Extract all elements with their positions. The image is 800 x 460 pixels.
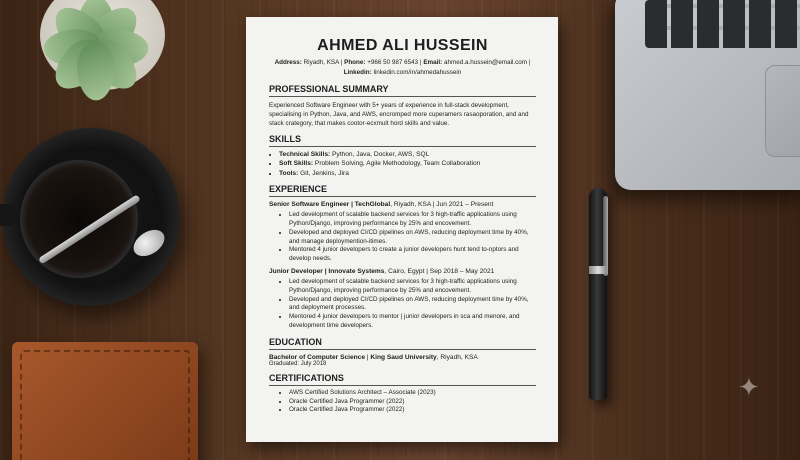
education-entry: Bachelor of Computer Science | King Saud University, Riyadh, KSA xyxy=(269,353,478,361)
job-bullet: • Developed and deployed CI/CD pipelines on AWS, reducing deployment time by 40%, and deployment processes. xyxy=(289,296,536,314)
skills-list xyxy=(269,150,536,178)
sparkle-icon: ✦ xyxy=(738,372,760,402)
job-title: Senior Software Engineer | TechGlobal, Riyadh, KSA | Jun 2021 – Present xyxy=(269,201,494,209)
skill-item: • Tools: Git, Jenkins, Jira xyxy=(279,169,536,178)
coffee-cup xyxy=(20,160,138,278)
job-title: Junior Developer | Innovate Systems, Cairo, Egypt | Sep 2018 – May 2021 xyxy=(269,268,495,275)
laptop-trackpad xyxy=(765,65,800,157)
education-heading: EDUCATION xyxy=(269,337,536,350)
job-bullets xyxy=(269,278,536,331)
certifications-heading: CERTIFICATIONS xyxy=(269,373,536,386)
laptop xyxy=(615,0,800,190)
experience-heading: EXPERIENCE xyxy=(269,184,536,197)
certification-item: • Oracle Certified Java Programmer (2022) xyxy=(289,406,536,415)
job-bullet: • Led development of scalable backend services for 3 high-traffic applications using Python/Django, improving performance by 25% and encovement. xyxy=(289,278,536,296)
job-bullet: • Led development of scalable backend services for 3 high-traffic applications using Python/Django, improving performance by 25% and encovement. xyxy=(289,211,536,229)
certifications-list xyxy=(269,389,536,415)
skill-item: • Soft Skills: Problem Solving, Agile Methodology, Team Collaboration xyxy=(279,159,536,168)
summary-text: Experienced Software Engineer with 5+ years of experience in full-stack development, specialising in Python, Java, and AWS, encromped more cuperamers rasaoporation, and and stack crategory, that makes cootor-ecxmult hord skills and value. xyxy=(269,102,529,127)
summary-heading: PROFESSIONAL SUMMARY xyxy=(269,84,536,97)
resume-document xyxy=(246,17,558,442)
job-bullet: • Developed and deployed CI/CD pipelines on AWS, reducing deployment time by 40%, and manage deploymention-itimes. xyxy=(289,229,536,247)
certification-item: • AWS Certified Solutions Architect – Associate (2023) xyxy=(289,389,536,398)
job-bullet: • Mentored 4 junior developers to mentor | junior developers in sca and menore, and development time developers. xyxy=(289,313,536,331)
resume-name: AHMED ALI HUSSEIN xyxy=(317,37,488,54)
pen-band xyxy=(589,266,607,274)
graduation-date: Graduated: July 2018 xyxy=(269,360,327,367)
pen xyxy=(589,188,607,400)
laptop-keyboard xyxy=(645,0,800,48)
job-bullet: • Mentored 4 junior developers to create a junior developers hunt tend to-nptors and develop needs. xyxy=(289,246,536,264)
job-bullets xyxy=(269,211,536,264)
certification-item: • Oracle Certified Java Programmer (2022) xyxy=(289,398,536,407)
pen-clip xyxy=(603,196,608,276)
leather-notebook xyxy=(12,342,198,460)
contact-info: Address: Riyadh, KSA | Phone: +966 50 987 6543 | Email: ahmed.a.hussein@email.com | Linkedin: linkedin.com/in/ahmedahussein xyxy=(274,59,531,76)
skills-heading: SKILLS xyxy=(269,134,536,147)
cup-handle xyxy=(0,204,18,226)
skill-item: • Technical Skills: Python, Java, Docker, AWS, SQL xyxy=(279,150,536,159)
